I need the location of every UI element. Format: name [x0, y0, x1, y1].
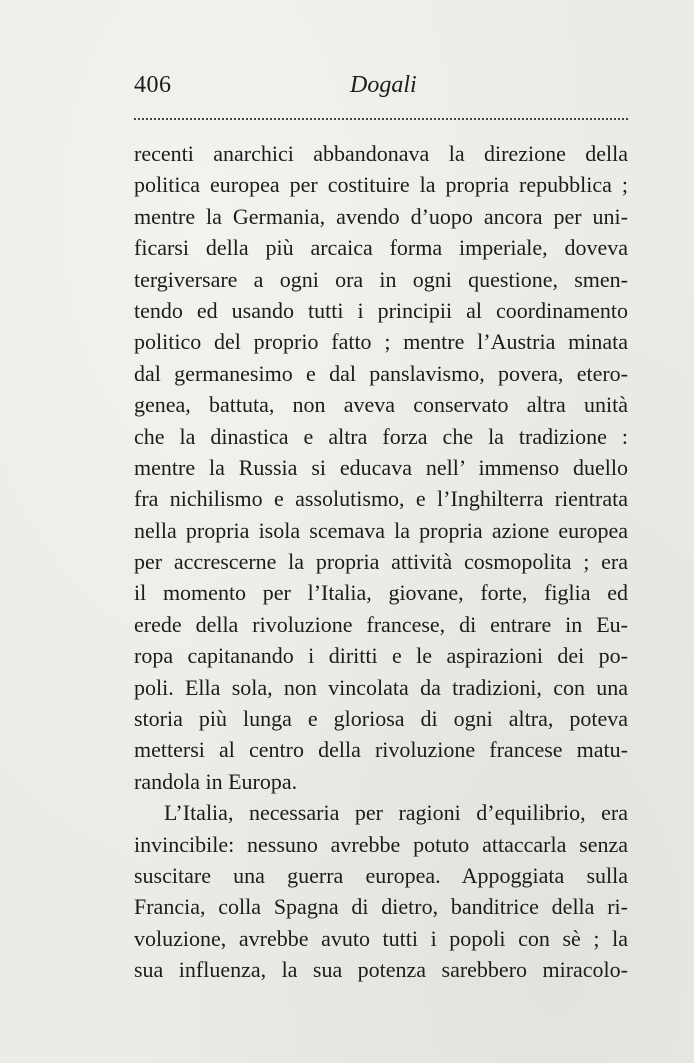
text-line: politico del proprio fatto ; mentre l’Austria minata — [134, 329, 628, 355]
text-line: tendo ed usando tutti i principii al coordinamento — [134, 297, 628, 323]
text-line: per accrescerne la propria attività cosmopolita ; era — [134, 549, 628, 575]
text-line: nella propria isola scemava la propria azione europea — [134, 517, 628, 543]
text-line: storia più lunga e gloriosa di ogni altra, poteva — [134, 706, 628, 732]
body-text — [134, 138, 628, 986]
text-line: politica europea per costituire la propria repubblica ; — [134, 172, 628, 198]
text-line: sua influenza, la sua potenza sarebbero miracolo- — [134, 957, 628, 983]
text-line: ropa capitanando i diritti e le aspirazioni dei po- — [134, 643, 628, 669]
text-line: dal germanesimo e dal panslavismo, povera, etero- — [134, 360, 628, 386]
text-line: fra nichilismo e assolutismo, e l’Inghilterra rientrata — [134, 486, 628, 512]
page-number: 406 — [134, 72, 172, 98]
text-line: genea, battuta, non aveva conservato altra unità — [134, 392, 628, 418]
text-line: invincibile: nessuno avrebbe potuto attaccarla senza — [134, 831, 628, 857]
text-line: ficarsi della più arcaica forma imperiale, doveva — [134, 235, 628, 261]
text-line: recenti anarchici abbandonava la direzione della — [134, 141, 628, 166]
text-line: che la dinastica e altra forza che la tradizione : — [134, 423, 628, 449]
header-dotted-rule — [134, 118, 628, 120]
text-line: poli. Ella sola, non vincolata da tradizioni, con una — [134, 674, 628, 700]
text-line: mettersi al centro della rivoluzione francese matu- — [134, 737, 628, 763]
text-line: tergiversare a ogni ora in ogni questione, smen- — [134, 266, 628, 292]
text-line: L’Italia, necessaria per ragioni d’equilibrio, era — [164, 800, 628, 826]
paragraph-1 — [134, 138, 628, 797]
text-line: suscitare una guerra europea. Appoggiata sulla — [134, 862, 628, 888]
text-line: il momento per l’Italia, giovane, forte, figlia ed — [134, 580, 628, 606]
running-title: Dogali — [350, 72, 417, 98]
text-line: Francia, colla Spagna di dietro, banditrice della ri- — [134, 894, 628, 920]
paragraph-2 — [134, 797, 628, 985]
running-head — [134, 72, 628, 104]
text-line: mentre la Russia si educava nell’ immenso duello — [134, 454, 628, 480]
text-line: randola in Europa. — [134, 768, 298, 794]
text-line: voluzione, avrebbe avuto tutti i popoli con sè ; la — [134, 925, 628, 951]
text-line: mentre la Germania, avendo d’uopo ancora per uni- — [134, 203, 628, 229]
text-line: erede della rivoluzione francese, di entrare in Eu- — [134, 611, 628, 637]
